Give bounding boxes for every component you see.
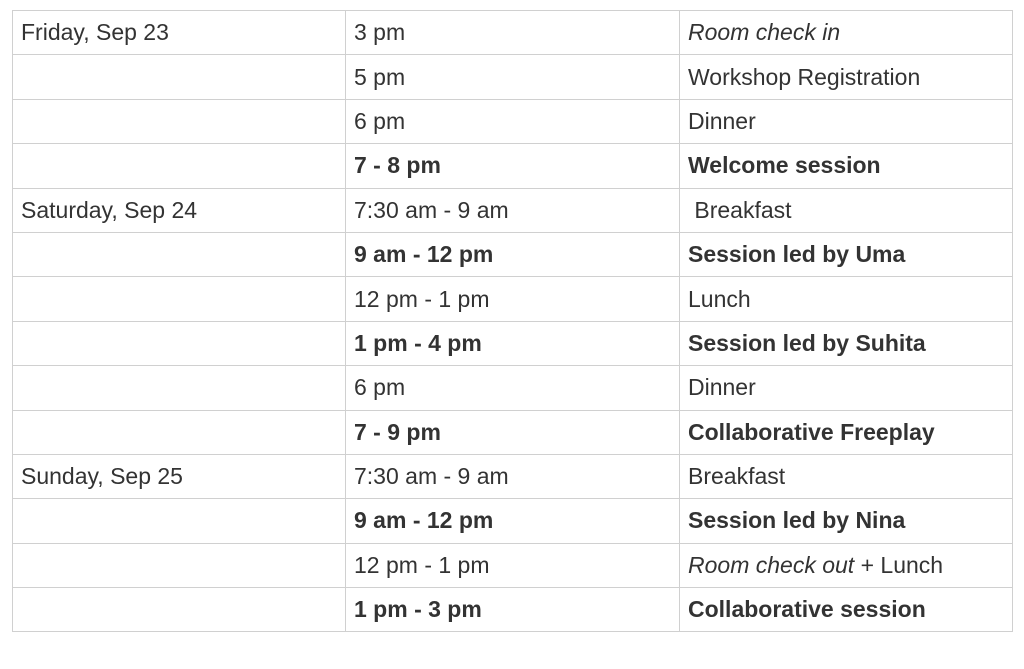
table-row [13, 410, 1013, 454]
event-rest-part: + Lunch [854, 551, 944, 578]
time-cell: 6 pm [346, 99, 680, 143]
time-cell: 7:30 am - 9 am [346, 188, 680, 232]
event-cell: Dinner [680, 366, 1013, 410]
event-cell: Session led by Suhita [680, 321, 1013, 365]
time-cell: 9 am - 12 pm [346, 499, 680, 543]
time-cell: 1 pm - 3 pm [346, 588, 680, 632]
day-cell: Saturday, Sep 24 [13, 188, 346, 232]
event-cell: Breakfast [680, 188, 1013, 232]
day-cell [13, 410, 346, 454]
time-cell: 12 pm - 1 pm [346, 543, 680, 587]
day-cell [13, 277, 346, 321]
day-cell [13, 588, 346, 632]
time-cell: 7:30 am - 9 am [346, 454, 680, 498]
day-cell [13, 366, 346, 410]
event-cell: Session led by Nina [680, 499, 1013, 543]
time-cell: 7 - 9 pm [346, 410, 680, 454]
table-row [13, 321, 1013, 365]
day-cell [13, 499, 346, 543]
day-cell [13, 232, 346, 276]
day-cell [13, 543, 346, 587]
table-row [13, 144, 1013, 188]
table-row [13, 543, 1013, 587]
day-cell: Friday, Sep 23 [13, 11, 346, 55]
time-cell: 9 am - 12 pm [346, 232, 680, 276]
schedule-table [12, 10, 1013, 632]
event-cell: Dinner [680, 99, 1013, 143]
event-cell: Collaborative session [680, 588, 1013, 632]
day-cell [13, 55, 346, 99]
event-cell: Welcome session [680, 144, 1013, 188]
day-cell [13, 99, 346, 143]
table-row [13, 588, 1013, 632]
table-row [13, 232, 1013, 276]
table-row [13, 454, 1013, 498]
event-italic-part: Room check out [688, 551, 855, 578]
event-cell [680, 543, 1013, 587]
table-row [13, 55, 1013, 99]
event-cell: Collaborative Freeplay [680, 410, 1013, 454]
time-cell: 7 - 8 pm [346, 144, 680, 188]
time-cell: 5 pm [346, 55, 680, 99]
time-cell: 3 pm [346, 11, 680, 55]
event-cell: Workshop Registration [680, 55, 1013, 99]
event-cell: Breakfast [680, 454, 1013, 498]
table-row [13, 188, 1013, 232]
event-cell: Room check in [680, 11, 1013, 55]
day-cell: Sunday, Sep 25 [13, 454, 346, 498]
table-row [13, 11, 1013, 55]
time-cell: 1 pm - 4 pm [346, 321, 680, 365]
event-cell: Session led by Uma [680, 232, 1013, 276]
table-row [13, 366, 1013, 410]
day-cell [13, 321, 346, 365]
schedule-body [13, 11, 1013, 632]
time-cell: 6 pm [346, 366, 680, 410]
table-row [13, 277, 1013, 321]
event-cell: Lunch [680, 277, 1013, 321]
time-cell: 12 pm - 1 pm [346, 277, 680, 321]
table-row [13, 99, 1013, 143]
table-row [13, 499, 1013, 543]
day-cell [13, 144, 346, 188]
